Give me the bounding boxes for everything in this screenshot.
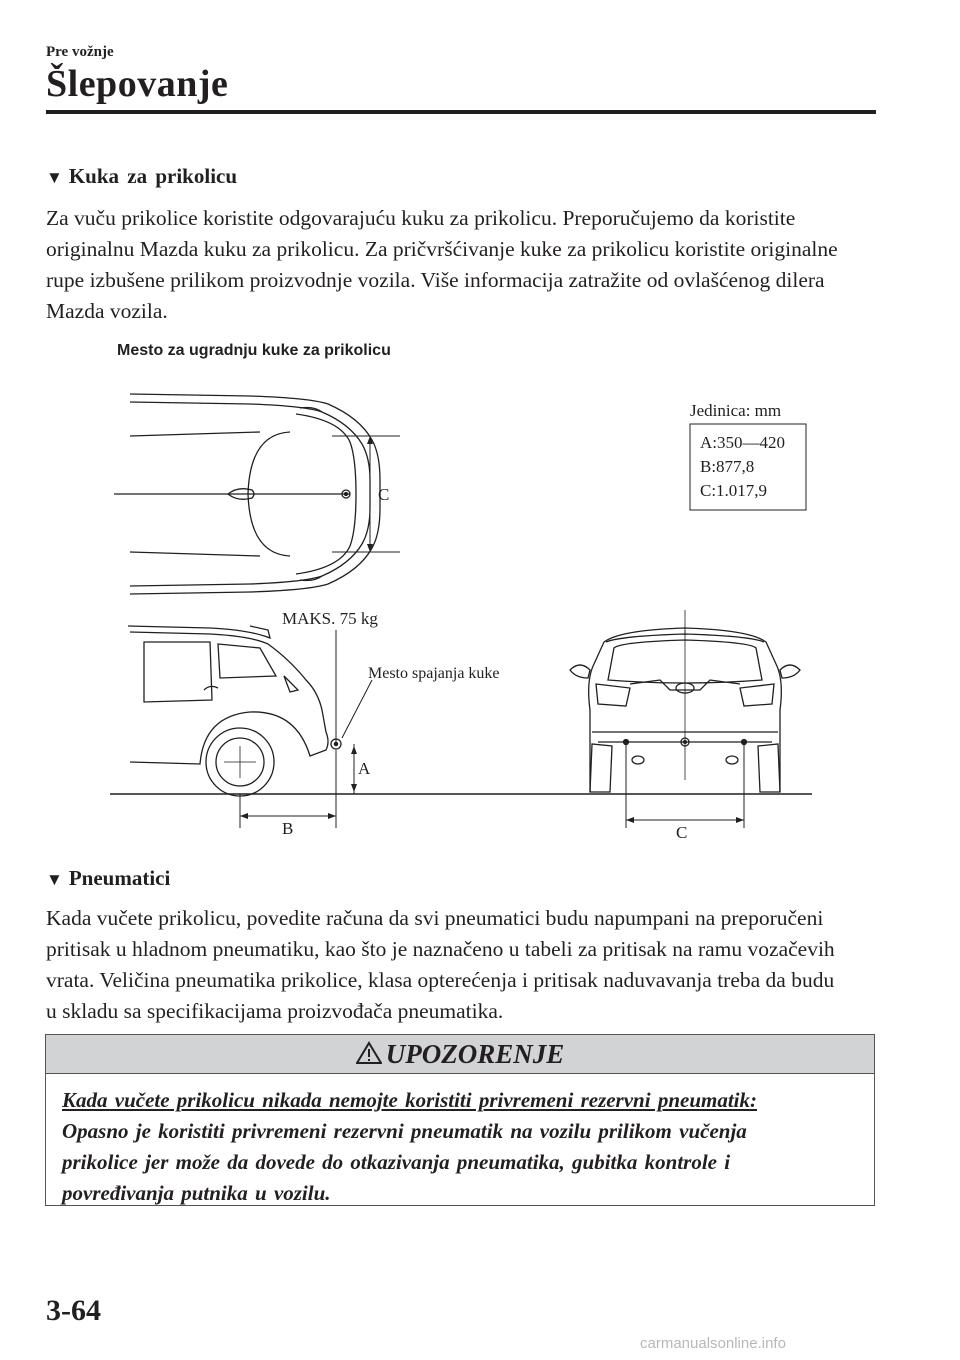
warning-triangle-icon — [356, 1041, 382, 1065]
paragraph-line: Mazda vozila. — [46, 299, 168, 323]
warning-box — [45, 1034, 875, 1206]
spec-b: B:877,8 — [700, 457, 755, 476]
label-c-rear: C — [676, 823, 688, 840]
warning-line: prikolice jer može da dovede do otkazivanja pneumatika, gubitka kontrole i — [62, 1150, 731, 1174]
paragraph-line: Kada vučete prikolicu, povedite računa da svi pneumatici budu napumpani na preporučeni — [46, 906, 824, 930]
hitch-heading-text: Kuka za prikolicu — [68, 164, 238, 188]
warning-line: povređivanja putnika u vozilu. — [62, 1181, 331, 1205]
hitch-diagram — [100, 380, 840, 840]
section-label: Pre vožnje — [46, 44, 114, 60]
spec-a: A:350—420 — [700, 433, 785, 452]
paragraph-line: rupe izbušene prilikom proizvodnje vozila. Više informacija zatražite od ovlašćenog dilera — [46, 268, 825, 292]
triangle-marker-icon: ▼ — [46, 168, 63, 187]
paragraph-line: pritisak u hladnom pneumatiku, kao što je naznačeno u tabeli za pritisak na ramu vozačevih — [46, 937, 835, 961]
warning-header — [46, 1035, 874, 1074]
watermark: carmanualsonline.info — [640, 1335, 786, 1352]
hitch-heading — [46, 164, 237, 189]
tires-heading-text: Pneumatici — [68, 866, 171, 890]
tires-heading — [46, 866, 170, 891]
car-rear-view-illustration — [570, 610, 800, 792]
label-a: A — [358, 759, 371, 778]
spec-c: C:1.017,9 — [700, 481, 768, 500]
label-c-top: C — [378, 485, 390, 504]
warning-headline: Kada vučete prikolicu nikada nemojte koristiti privremeni rezervni pneumatik: — [62, 1088, 757, 1112]
paragraph-line: originalnu Mazda kuku za prikolicu. Za pričvršćivanje kuke za prikolicu koristite originalne — [46, 237, 838, 261]
car-side-view-illustration — [110, 626, 812, 796]
page-title: Šlepovanje — [46, 63, 229, 105]
triangle-marker-icon: ▼ — [46, 870, 63, 889]
label-coupling-point: Mesto spajanja kuke — [368, 665, 500, 682]
warning-body — [62, 1085, 862, 1209]
tires-paragraph — [46, 903, 876, 1027]
page-number: 3-64 — [46, 1294, 101, 1327]
label-max-load: MAKS. 75 kg — [282, 609, 378, 628]
paragraph-line: vrata. Veličina pneumatika prikolice, klasa opterećenja i pritisak naduvavanja treba da budu — [46, 968, 835, 992]
paragraph-line: u skladu sa specifikacijama proizvođača pneumatika. — [46, 999, 504, 1023]
paragraph-line: Za vuču prikolice koristite odgovarajuću kuku za prikolicu. Preporučujemo da koristite — [46, 206, 796, 230]
warning-title: UPOZORENJE — [385, 1039, 565, 1069]
header-divider — [46, 110, 876, 114]
label-b: B — [282, 819, 294, 838]
hitch-paragraph — [46, 203, 876, 327]
car-top-view-illustration — [114, 394, 400, 594]
warning-line: Opasno je koristiti privremeni rezervni pneumatik na vozilu prilikom vučenja — [62, 1119, 747, 1143]
figure-title: Mesto za ugradnju kuke za prikolicu — [117, 342, 391, 359]
unit-label: Jedinica: mm — [690, 401, 782, 420]
